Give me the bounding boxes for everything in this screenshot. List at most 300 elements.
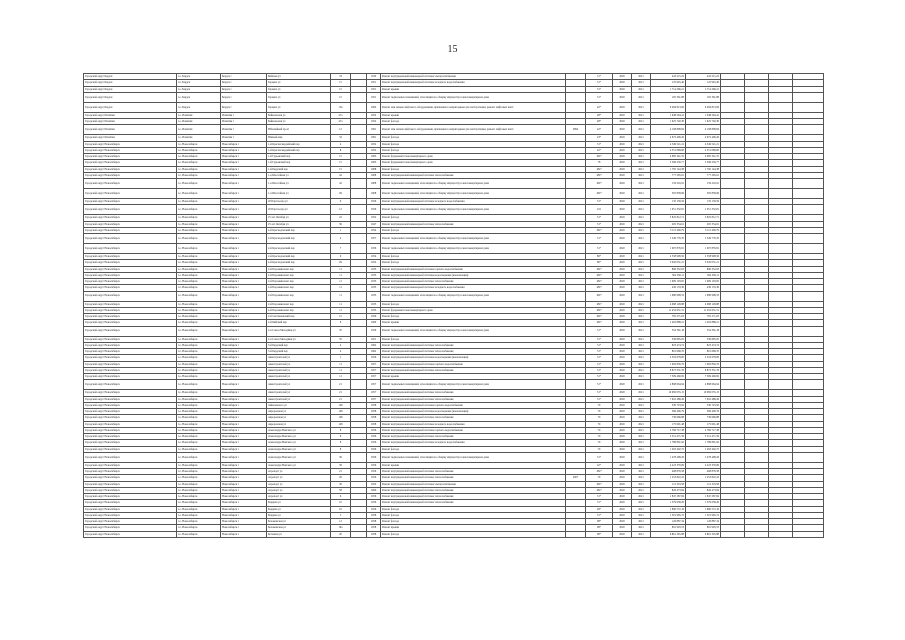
cell-locality: Новосибирск г: [221, 272, 267, 278]
cell-area: [566, 205, 586, 215]
cell-start-year: 2020: [613, 434, 632, 440]
cell-locality: Новосибирск г: [221, 367, 267, 373]
cell-street: Бардина ул: [267, 506, 331, 512]
cell-end-year: 2021: [632, 475, 651, 481]
cell-municipality: Городской округ Новосибирск: [84, 427, 177, 433]
cell-cost-total: 1 786 891,92: [651, 440, 686, 446]
cell-decision: 79: [586, 440, 613, 446]
cell-extra-1: [721, 244, 745, 254]
cell-cost-fund: 1 263 402,75: [686, 446, 721, 452]
cell-street: 2-я Союза Молодёжи ул: [267, 326, 331, 336]
cell-start-year: 2020: [613, 254, 632, 260]
cell-district: г.о. Бердск: [177, 92, 221, 102]
cell-district: г.о. Новосибирск: [177, 141, 221, 147]
cell-house: 1: [331, 355, 351, 361]
cell-cost-fund: 6 284 813,06: [686, 102, 721, 112]
table-row: [84, 452, 824, 462]
cell-decision: 184*: [586, 301, 613, 307]
cell-street: 25 лет Октября ул: [267, 215, 331, 221]
cell-locality: Новосибирск г: [221, 506, 267, 512]
cell-year: 1956: [367, 440, 381, 446]
cell-locality: Новосибирск г: [221, 141, 267, 147]
cell-start-year: 2020: [613, 179, 632, 189]
cell-house: 20: [331, 531, 351, 537]
cell-municipality: Городской округ Новосибирск: [84, 320, 177, 326]
cell-municipality: Городской округ Новосибирск: [84, 446, 177, 452]
cell-municipality: Городской округ Новосибирск: [84, 452, 177, 462]
cell-district: г.о. Новосибирск: [177, 440, 221, 446]
cell-decision: 51*: [586, 80, 613, 86]
cell-cost-fund: 205 354,61: [686, 221, 721, 227]
cell-locality: Новосибирск г: [221, 446, 267, 452]
cell-cost-total: 4 898 664,94: [651, 380, 686, 390]
cell-cost-fund: 1 478 498,26: [686, 452, 721, 462]
cell-year: 1958: [367, 409, 381, 415]
cell-start-year: 2020: [613, 266, 632, 272]
cell-start-year: 2020: [613, 512, 632, 518]
cell-building: [351, 452, 367, 462]
cell-start-year: 2020: [613, 519, 632, 525]
cell-municipality: Городской округ Новосибирск: [84, 301, 177, 307]
cell-municipality: Городской округ Новосибирск: [84, 244, 177, 254]
cell-year: 1952: [367, 141, 381, 147]
cell-cost-total: 4 223 370,69: [651, 462, 686, 468]
cell-locality: Искитим г: [221, 135, 267, 141]
cell-district: г.о. Новосибирск: [177, 494, 221, 500]
cell-year: 1958: [367, 531, 381, 537]
cell-street: Авроровская ул: [267, 421, 331, 427]
cell-street: Авиастроителей ул: [267, 390, 331, 396]
cell-district: г.о. Новосибирск: [177, 234, 221, 244]
cell-house: 9: [331, 199, 351, 205]
cell-year: 1959: [367, 326, 381, 336]
cell-municipality: Городской округ Новосибирск: [84, 390, 177, 396]
table-row: [84, 205, 824, 215]
cell-extra-2: [745, 380, 769, 390]
cell-cost-fund: 112 319,58: [686, 481, 721, 487]
cell-extra-3: [769, 179, 793, 189]
cell-cost-total: 3 115 400,79: [651, 227, 686, 233]
cell-end-year: 2021: [632, 380, 651, 390]
cell-district: г.о. Новосибирск: [177, 307, 221, 313]
cell-end-year: 2021: [632, 301, 651, 307]
cell-area: [566, 234, 586, 244]
cell-municipality: Городской округ Новосибирск: [84, 266, 177, 272]
cell-cost-total: 443 215,22: [651, 74, 686, 80]
cell-year: 1956: [367, 355, 381, 361]
cell-cost-fund: 7 309 460,82: [686, 374, 721, 380]
cell-locality: Новосибирск г: [221, 481, 267, 487]
cell-end-year: 2021: [632, 481, 651, 487]
cell-district: г.о. Новосибирск: [177, 244, 221, 254]
cell-extra-3: [769, 380, 793, 390]
cell-cost-total: 1 909 103,65: [651, 279, 686, 285]
table-row: [84, 234, 824, 244]
cell-work-type: Ремонт фасада: [381, 135, 566, 141]
cell-end-year: 2021: [632, 462, 651, 468]
cell-year: 1908: [367, 189, 381, 199]
cell-municipality: Городской округ Новосибирск: [84, 314, 177, 320]
cell-decision: 51*: [586, 221, 613, 227]
cell-year: 1958: [367, 512, 381, 518]
cell-house: 4: [331, 141, 351, 147]
cell-work-type: Ремонт внутридомовой инженерной системы теплоснабжения: [381, 469, 566, 475]
cell-decision: 184*: [586, 481, 613, 487]
cell-end-year: 2021: [632, 189, 651, 199]
cell-cost-total: 112 319,58: [651, 481, 686, 487]
cell-locality: Новосибирск г: [221, 519, 267, 525]
cell-decision: 98*: [586, 519, 613, 525]
cell-locality: Новосибирск г: [221, 434, 267, 440]
cell-district: г.о. Новосибирск: [177, 380, 221, 390]
cell-cost-fund: 1 714 266,21: [686, 86, 721, 92]
cell-municipality: Городской округ Искитим: [84, 112, 177, 118]
cell-district: г.о. Новосибирск: [177, 189, 221, 199]
cell-cost-fund: 4 349 521,21: [686, 141, 721, 147]
cell-end-year: 2021: [632, 446, 651, 452]
cell-extra-3: [769, 452, 793, 462]
cell-end-year: 2021: [632, 285, 651, 291]
cell-end-year: 2021: [632, 227, 651, 233]
cell-street: 1-я Шоссейная ул: [267, 179, 331, 189]
cell-work-type: Ремонт фасада: [381, 260, 566, 266]
cell-house: 12: [331, 519, 351, 525]
cell-work-type: Ремонт фундамента многоквартирного дома: [381, 154, 566, 160]
cell-street: Герцена ул: [267, 86, 331, 92]
cell-start-year: 2020: [613, 285, 632, 291]
cell-cost-fund: 891 903,53: [686, 525, 721, 531]
cell-street: Александра Невского ул: [267, 434, 331, 440]
cell-district: г.о. Бердск: [177, 74, 221, 80]
cell-building: [351, 326, 367, 336]
cell-street: 2-й Краснодонский пер: [267, 244, 331, 254]
cell-end-year: 2021: [632, 147, 651, 153]
cell-end-year: 2021: [632, 396, 651, 402]
cell-cost-fund: 436 133,36: [686, 285, 721, 291]
cell-start-year: 2020: [613, 402, 632, 408]
cell-cost-total: 366 400,79: [651, 409, 686, 415]
cell-locality: Новосибирск г: [221, 475, 267, 481]
table-row: [84, 92, 824, 102]
cell-extra-1: [721, 234, 745, 244]
cell-municipality: Городской округ Новосибирск: [84, 272, 177, 278]
cell-cost-total: 777 265,61: [651, 172, 686, 178]
cell-start-year: 2020: [613, 326, 632, 336]
cell-house: 21: [331, 390, 351, 396]
cell-locality: Новосибирск г: [221, 244, 267, 254]
cell-house: 15: [331, 80, 351, 86]
cell-end-year: 2021: [632, 172, 651, 178]
cell-extra-2: [745, 244, 769, 254]
cell-decision: 184*: [586, 179, 613, 189]
cell-cost-fund: 7 610 488,26: [686, 396, 721, 402]
cell-municipality: Городской округ Новосибирск: [84, 166, 177, 172]
cell-extra-4: [793, 92, 824, 102]
cell-cost-total: 1 263 402,75: [651, 446, 686, 452]
cell-decision: 86*: [586, 254, 613, 260]
cell-start-year: 2020: [613, 409, 632, 415]
cell-municipality: Городской округ Новосибирск: [84, 215, 177, 221]
cell-street: 2-й Краснодонский пер: [267, 234, 331, 244]
cell-house: 11: [331, 301, 351, 307]
cell-cost-fund: 765 271,63: [686, 314, 721, 320]
cell-extra-1: [721, 205, 745, 215]
cell-district: г.о. Новосибирск: [177, 172, 221, 178]
cell-street: Байкальская ул: [267, 112, 331, 118]
cell-cost-total: 826 473,84: [651, 487, 686, 493]
cell-municipality: Городской округ Новосибирск: [84, 494, 177, 500]
cell-street: 2-й Порожинскаяс пер: [267, 291, 331, 301]
cell-end-year: 2021: [632, 199, 651, 205]
cell-municipality: Городской округ Новосибирск: [84, 469, 177, 475]
cell-cost-total: 6 284 813,06: [651, 102, 686, 112]
cell-year: 1952: [367, 119, 381, 125]
cell-start-year: 2020: [613, 301, 632, 307]
cell-municipality: Городской округ Новосибирск: [84, 342, 177, 348]
cell-decision: 51*: [586, 494, 613, 500]
cell-decision: 184*: [586, 469, 613, 475]
cell-year: 1904: [367, 102, 381, 112]
cell-locality: Новосибирск г: [221, 189, 267, 199]
cell-street: Александра Невского ул: [267, 446, 331, 452]
cell-work-type: Ремонт подвальных помещений, относящихся к общему имуществу в многоквартирном доме: [381, 189, 566, 199]
cell-municipality: Городской округ Новосибирск: [84, 285, 177, 291]
cell-cost-total: 1 051 332,81: [651, 205, 686, 215]
cell-district: г.о. Новосибирск: [177, 355, 221, 361]
cell-end-year: 2021: [632, 427, 651, 433]
cell-locality: Новосибирск г: [221, 531, 267, 537]
cell-district: г.о. Новосибирск: [177, 326, 221, 336]
cell-locality: Новосибирск г: [221, 254, 267, 260]
cell-locality: Новосибирск г: [221, 221, 267, 227]
cell-work-type: Ремонт внутридомовой инженерной системы холодного водоснабжения: [381, 421, 566, 427]
cell-district: г.о. Бердск: [177, 102, 221, 112]
cell-decision: 51*: [586, 215, 613, 221]
cell-end-year: 2021: [632, 531, 651, 537]
cell-start-year: 2020: [613, 314, 632, 320]
cell-house: 148: [331, 415, 351, 421]
cell-year: 1954: [367, 260, 381, 266]
table-row: [84, 531, 824, 537]
cell-street: Аэропорт ул: [267, 475, 331, 481]
cell-house: 4: [331, 349, 351, 355]
cell-area: [566, 452, 586, 462]
cell-start-year: 2020: [613, 361, 632, 367]
cell-extra-1: [721, 102, 745, 112]
cell-end-year: 2021: [632, 179, 651, 189]
cell-district: г.о. Новосибирск: [177, 452, 221, 462]
cell-house: 33: [331, 74, 351, 80]
cell-work-type: Ремонт крыши: [381, 462, 566, 468]
cell-municipality: Городской округ Новосибирск: [84, 361, 177, 367]
cell-locality: Новосибирск г: [221, 291, 267, 301]
cell-locality: Новосибирск г: [221, 320, 267, 326]
cell-year: 1956: [367, 244, 381, 254]
cell-municipality: Городской округ Бердск: [84, 74, 177, 80]
cell-extra-1: [721, 291, 745, 301]
cell-start-year: 2020: [613, 125, 632, 135]
cell-house: 9: [331, 254, 351, 260]
cell-extra-2: [745, 291, 769, 301]
cell-cost-total: 890 352,63: [651, 266, 686, 272]
cell-decision: 48*: [586, 119, 613, 125]
cell-district: г.о. Новосибирск: [177, 260, 221, 266]
cell-start-year: 2020: [613, 92, 632, 102]
cell-district: г.о. Новосибирск: [177, 272, 221, 278]
cell-start-year: 2020: [613, 272, 632, 278]
cell-district: г.о. Новосибирск: [177, 446, 221, 452]
cell-house: 47а: [331, 119, 351, 125]
cell-end-year: 2021: [632, 279, 651, 285]
cell-work-type: Ремонт внутридомовой инженерной системы водоотведения (канализации): [381, 272, 566, 278]
cell-municipality: Городской округ Новосибирск: [84, 506, 177, 512]
cell-building: [351, 102, 367, 112]
cell-house: 12: [331, 125, 351, 135]
cell-locality: Бердск г: [221, 74, 267, 80]
cell-cost-fund: 5 825 812,71: [686, 215, 721, 221]
cell-street: Авиастроителей ул: [267, 361, 331, 367]
cell-start-year: 2020: [613, 494, 632, 500]
cell-decision: 51*: [586, 336, 613, 342]
cell-street: 20 Партсъезда ул: [267, 199, 331, 205]
cell-area: [566, 291, 586, 301]
cell-house: 15: [331, 160, 351, 166]
cell-work-type: Ремонт внутридомовой инженерной системы водоотведения (канализации): [381, 409, 566, 415]
cell-house: 7: [331, 244, 351, 254]
cell-house: 8: [331, 147, 351, 153]
cell-year: 1963: [367, 154, 381, 160]
cell-locality: Новосибирск г: [221, 199, 267, 205]
cell-year: 1956: [367, 452, 381, 462]
cell-cost-fund: 366 400,79: [686, 409, 721, 415]
cell-work-type: Ремонт фасада: [381, 119, 566, 125]
cell-end-year: 2021: [632, 141, 651, 147]
cell-work-type: Ремонт внутридомовой инженерной системы электроснабжения: [381, 481, 566, 487]
cell-cost-fund: 1 890 572,16: [686, 506, 721, 512]
cell-municipality: Городской округ Новосибирск: [84, 154, 177, 160]
cell-cost-total: 6 873 331,76: [651, 367, 686, 373]
cell-municipality: Городской округ Новосибирск: [84, 279, 177, 285]
cell-locality: Новосибирск г: [221, 147, 267, 153]
cell-decision: 184*: [586, 291, 613, 301]
cell-cost-fund: 4 898 664,94: [686, 380, 721, 390]
cell-extra-1: [721, 92, 745, 102]
cell-cost-total: 4 098 128,88: [651, 301, 686, 307]
cell-start-year: 2020: [613, 189, 632, 199]
cell-cost-fund: 1 786 891,92: [686, 440, 721, 446]
cell-municipality: Городской округ Новосибирск: [84, 355, 177, 361]
cell-end-year: 2021: [632, 452, 651, 462]
cell-municipality: Городской округ Бердск: [84, 80, 177, 86]
cell-house: 22: [331, 215, 351, 221]
cell-year: 1956: [367, 469, 381, 475]
cell-cost-fund: 165 361,88: [686, 92, 721, 102]
cell-building: [351, 531, 367, 537]
cell-decision: 51*: [586, 374, 613, 380]
cell-street: 1-я Шоссейная ул: [267, 172, 331, 178]
cell-start-year: 2020: [613, 166, 632, 172]
cell-work-type: Ремонт фасада: [381, 512, 566, 518]
cell-municipality: Городской округ Новосибирск: [84, 199, 177, 205]
cell-end-year: 2021: [632, 119, 651, 125]
cell-cost-total: 305 858,96: [651, 189, 686, 199]
cell-street: 25 лет Октября ул: [267, 221, 331, 227]
cell-house: 148: [331, 409, 351, 415]
cell-cost-total: 736 666,88: [651, 415, 686, 421]
cell-decision: 51*: [586, 326, 613, 336]
cell-start-year: 2020: [613, 119, 632, 125]
cell-house: 15: [331, 154, 351, 160]
cell-start-year: 2020: [613, 380, 632, 390]
cell-district: г.о. Новосибирск: [177, 525, 221, 531]
cell-year: 1958: [367, 415, 381, 421]
cell-cost-fund: 1 007 876,81: [686, 244, 721, 254]
cell-street: Герцена ул: [267, 92, 331, 102]
cell-decision: 51*: [586, 342, 613, 348]
cell-start-year: 2020: [613, 260, 632, 266]
cell-area: 2892: [566, 125, 586, 135]
cell-cost-total: 125 945,40: [651, 80, 686, 86]
cell-cost-total: 11 452 651,31: [651, 307, 686, 313]
cell-work-type: Ремонт фасада: [381, 227, 566, 233]
cell-start-year: 2020: [613, 74, 632, 80]
cell-end-year: 2021: [632, 215, 651, 221]
cell-street: 20 Партсъезда ул: [267, 205, 331, 215]
cell-building: [351, 205, 367, 215]
cell-end-year: 2021: [632, 135, 651, 141]
cell-decision: 51*: [586, 390, 613, 396]
cell-locality: Новосибирск г: [221, 342, 267, 348]
cell-house: 12: [331, 205, 351, 215]
cell-decision: 43*: [586, 135, 613, 141]
cell-municipality: Городской округ Новосибирск: [84, 307, 177, 313]
cell-street: 2-й Краснодонский пер: [267, 254, 331, 260]
cell-locality: Новосибирск г: [221, 227, 267, 233]
cell-building: [351, 291, 367, 301]
cell-extra-2: [745, 205, 769, 215]
cell-cost-total: 1 993 856,76: [651, 361, 686, 367]
cell-district: г.о. Новосибирск: [177, 342, 221, 348]
cell-end-year: 2021: [632, 260, 651, 266]
cell-house: 11: [331, 361, 351, 367]
cell-cost-fund: 736 666,88: [686, 415, 721, 421]
cell-district: г.о. Новосибирск: [177, 367, 221, 373]
cell-start-year: 2020: [613, 112, 632, 118]
cell-area: [566, 179, 586, 189]
cell-district: г.о. Новосибирск: [177, 336, 221, 342]
cell-municipality: Городской округ Новосибирск: [84, 462, 177, 468]
cell-year: 1952: [367, 215, 381, 221]
cell-work-type: Ремонт фасада: [381, 531, 566, 537]
cell-end-year: 2021: [632, 307, 651, 313]
cell-start-year: 2020: [613, 102, 632, 112]
cell-municipality: Городской округ Новосибирск: [84, 512, 177, 518]
cell-locality: Новосибирск г: [221, 205, 267, 215]
cell-decision: 42*: [586, 147, 613, 153]
cell-municipality: Городской округ Новосибирск: [84, 336, 177, 342]
cell-year: 1956: [367, 462, 381, 468]
cell-end-year: 2021: [632, 112, 651, 118]
cell-work-type: Ремонт фасада: [381, 336, 566, 342]
cell-municipality: Городской округ Новосибирск: [84, 234, 177, 244]
cell-locality: Искитим г: [221, 125, 267, 135]
cell-year: 1957: [367, 380, 381, 390]
cell-municipality: Городской округ Новосибирск: [84, 519, 177, 525]
cell-end-year: 2021: [632, 519, 651, 525]
cell-street: Авроровская ул: [267, 409, 331, 415]
cell-decision: 184*: [586, 166, 613, 172]
cell-work-type: Ремонт подвальных помещений, относящихся к общему имуществу в многоквартирном доме: [381, 205, 566, 215]
